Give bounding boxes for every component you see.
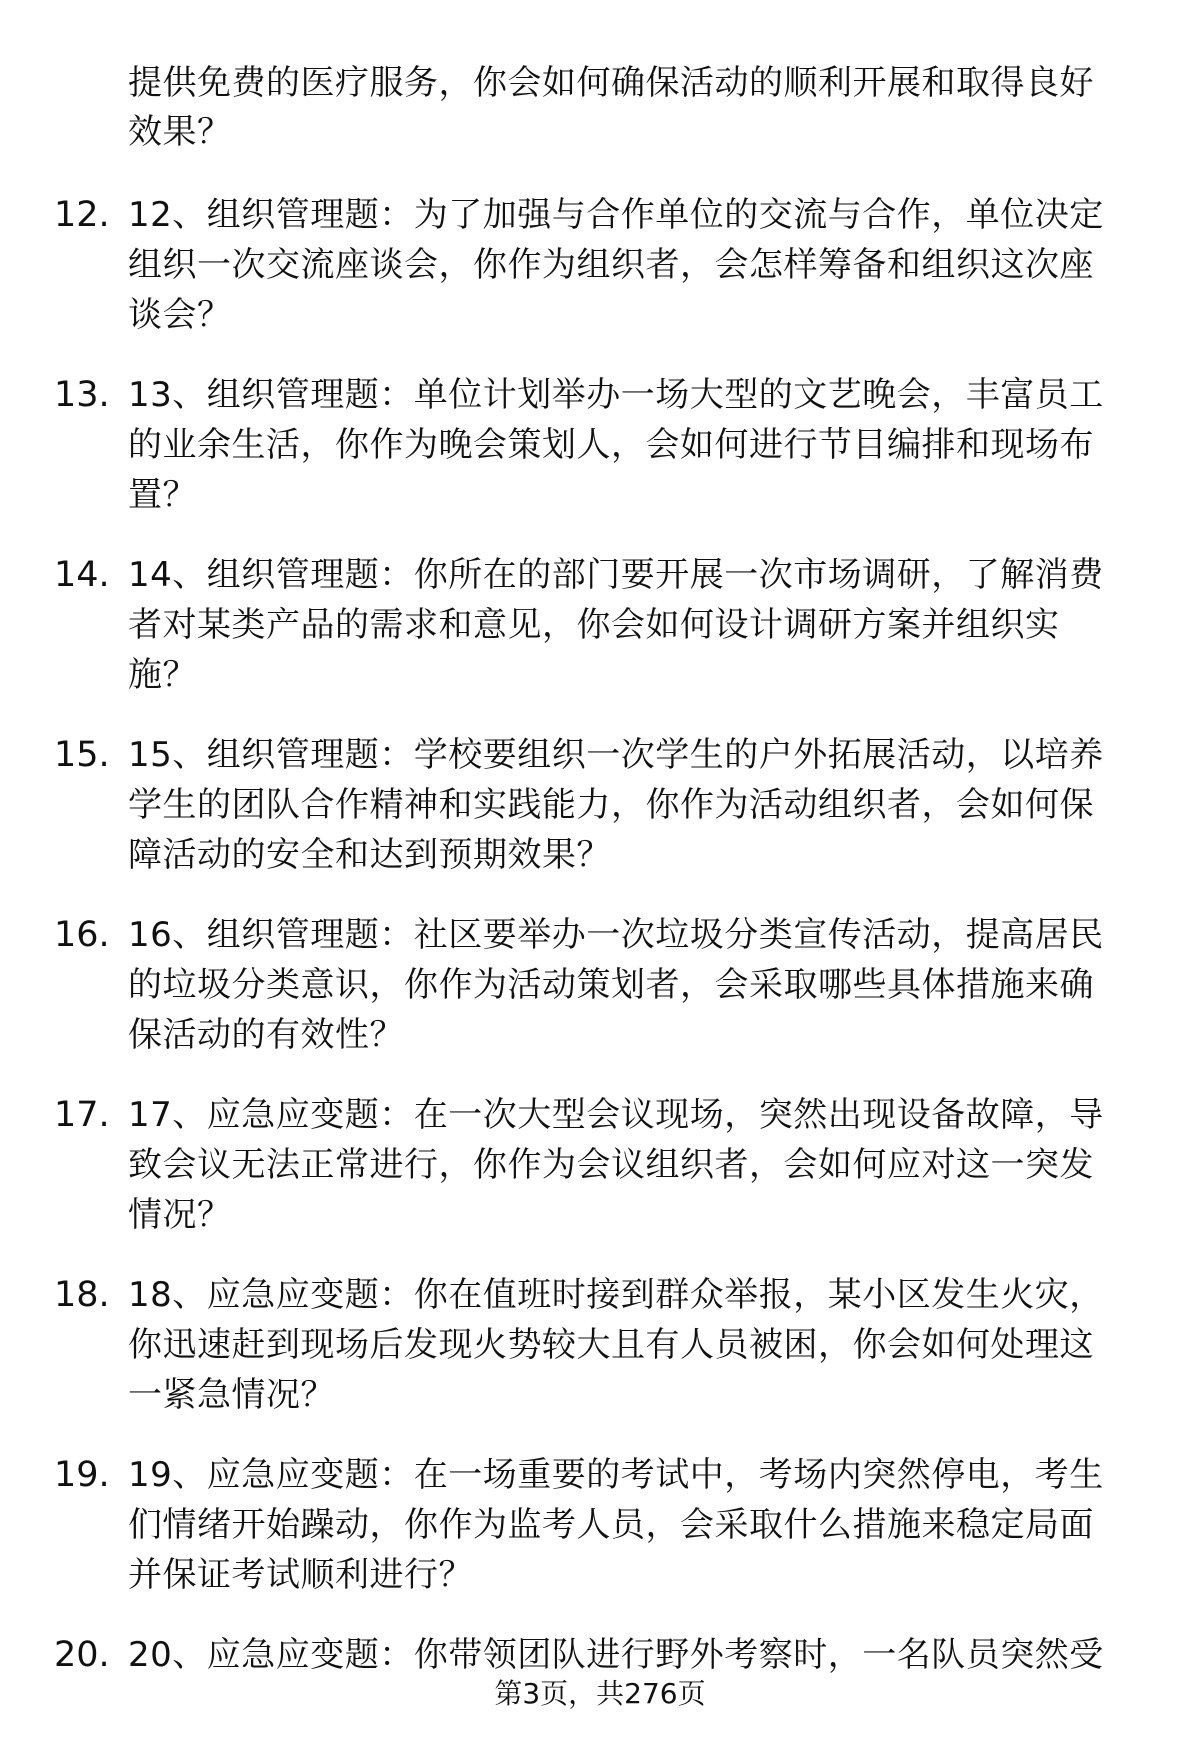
question-text-line: 16、组织管理题：社区要举办一次垃圾分类宣传活动，提高居民 xyxy=(128,915,1104,955)
question-text-line: 你迅速赶到现场后发现火势较大且有人员被困，你会如何处理这 xyxy=(128,1325,1094,1365)
page-number: 第3页，共276页 xyxy=(494,1677,706,1710)
question-text-line: 14、组织管理题：你所在的部门要开展一次市场调研，了解消费 xyxy=(128,555,1104,595)
question-text-line: 的业余生活，你作为晚会策划人，会如何进行节目编排和现场布 xyxy=(128,425,1094,465)
question-text-line: 置？ xyxy=(128,475,197,515)
question-text-line: 致会议无法正常进行，你作为会议组织者，会如何应对这一突发 xyxy=(128,1145,1094,1185)
question-text-line: 谈会？ xyxy=(128,295,232,335)
question-text-line: 组织一次交流座谈会，你作为组织者，会怎样筹备和组织这次座 xyxy=(128,245,1094,285)
question-text-line: 并保证考试顺利进行？ xyxy=(128,1555,473,1595)
question-text-line: 15、组织管理题：学校要组织一次学生的户外拓展活动，以培养 xyxy=(128,735,1104,775)
question-text-line: 18、应急应变题：你在值班时接到群众举报，某小区发生火灾， xyxy=(128,1275,1104,1315)
question-text-line: 12、组织管理题：为了加强与合作单位的交流与合作，单位决定 xyxy=(128,195,1104,235)
question-text-line: 施？ xyxy=(128,655,197,695)
question-text-line: 13、组织管理题：单位计划举办一场大型的文艺晚会，丰富员工 xyxy=(128,375,1104,415)
question-text-line: 保活动的有效性？ xyxy=(128,1015,404,1055)
question-number: 18. xyxy=(54,1275,110,1315)
question-text-line: 学生的团队合作精神和实践能力，你作为活动组织者，会如何保 xyxy=(128,785,1094,825)
question-text-line: 情况？ xyxy=(128,1195,232,1235)
question-text-line: 一紧急情况？ xyxy=(128,1375,335,1415)
question-text-line: 们情绪开始躁动，你作为监考人员，会采取什么措施来稳定局面 xyxy=(128,1505,1094,1545)
question-text-line: 17、应急应变题：在一次大型会议现场，突然出现设备故障，导 xyxy=(128,1095,1104,1135)
question-number: 20. xyxy=(54,1635,110,1675)
question-number: 12. xyxy=(54,195,110,235)
text-line: 提供免费的医疗服务，你会如何确保活动的顺利开展和取得良好 xyxy=(128,63,1094,103)
question-number: 16. xyxy=(54,915,110,955)
question-text-line: 者对某类产品的需求和意见，你会如何设计调研方案并组织实 xyxy=(128,605,1060,645)
question-text-line: 20、应急应变题：你带领团队进行野外考察时，一名队员突然受 xyxy=(128,1635,1104,1675)
question-number: 14. xyxy=(54,555,110,595)
question-number: 15. xyxy=(54,735,110,775)
question-number: 13. xyxy=(54,375,110,415)
text-line: 效果？ xyxy=(128,112,232,152)
question-text-line: 19、应急应变题：在一场重要的考试中，考场内突然停电，考生 xyxy=(128,1455,1104,1495)
question-number: 17. xyxy=(54,1095,110,1135)
question-text-line: 的垃圾分类意识，你作为活动策划者，会采取哪些具体措施来确 xyxy=(128,965,1094,1005)
question-number: 19. xyxy=(54,1455,110,1495)
question-text-line: 障活动的安全和达到预期效果？ xyxy=(128,835,611,875)
